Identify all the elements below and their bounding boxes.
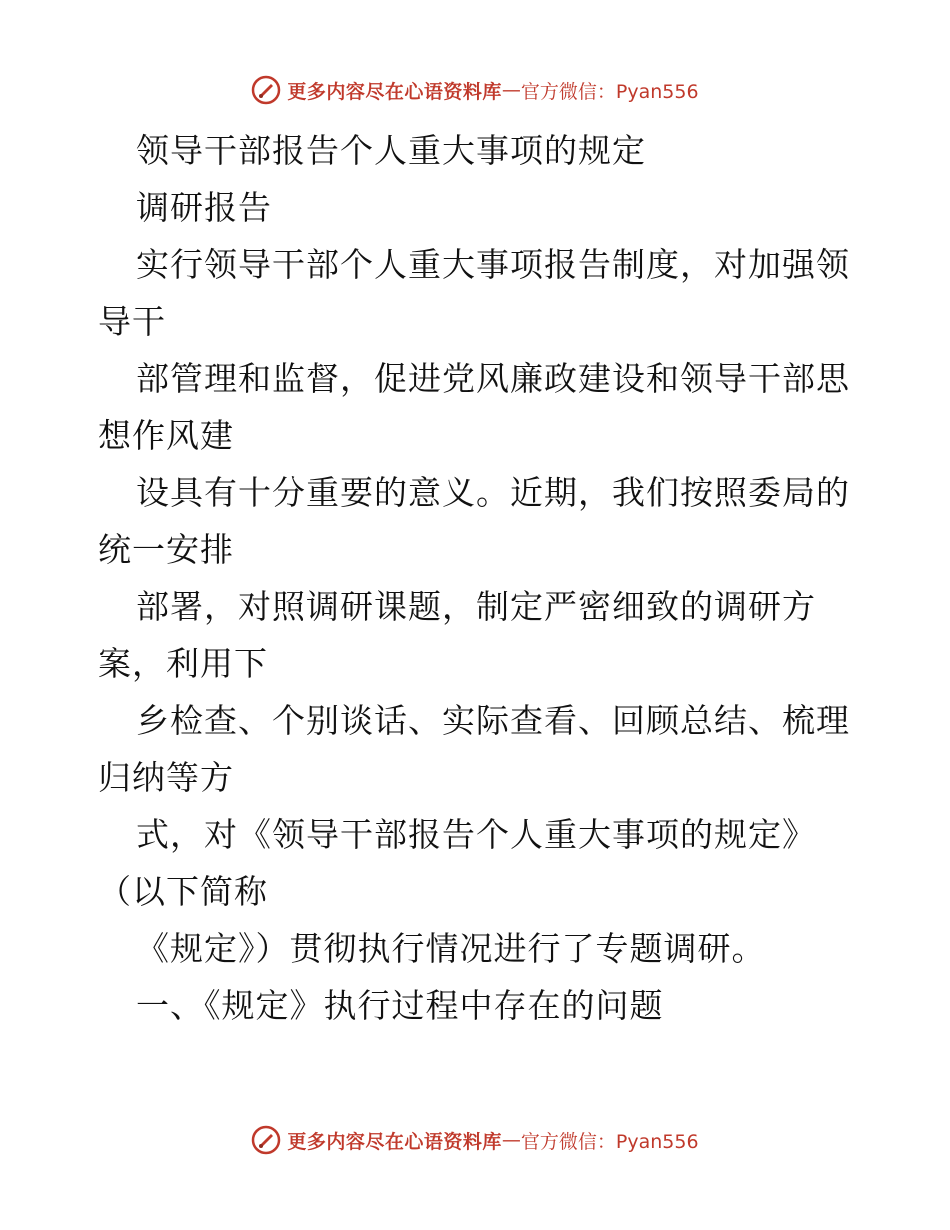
pen-seal-icon <box>251 75 281 105</box>
doc-line: 统一安排 <box>98 530 234 569</box>
watermark-wechat-text: 官方微信：Pyan556 <box>520 80 699 103</box>
watermark-wechat-text: 官方微信：Pyan556 <box>520 1130 699 1153</box>
header-watermark <box>0 70 950 110</box>
doc-line: 导干 <box>98 302 166 341</box>
pen-seal-icon <box>251 1125 281 1155</box>
doc-line: 案，利用下 <box>98 644 268 683</box>
doc-line: 乡检查、个别谈话、实际查看、回顾总结、梳理 <box>136 701 850 740</box>
doc-line: 调研报告 <box>136 188 272 227</box>
doc-line: 设具有十分重要的意义。近期，我们按照委局的 <box>136 473 850 512</box>
doc-line: 《规定》）贯彻执行情况进行了专题调研。 <box>136 929 766 968</box>
doc-line: 归纳等方 <box>98 758 234 797</box>
watermark-separator: — <box>501 79 521 101</box>
doc-line: 一、《规定》执行过程中存在的问题 <box>136 986 664 1025</box>
doc-line: 想作风建 <box>98 416 234 455</box>
watermark-site-text: 更多内容尽在心语资料库 <box>287 1130 502 1153</box>
footer-watermark <box>0 1120 950 1160</box>
watermark-site-text: 更多内容尽在心语资料库 <box>287 80 502 103</box>
doc-line: 部管理和监督，促进党风廉政建设和领导干部思 <box>136 359 850 398</box>
doc-line: 领导干部报告个人重大事项的规定 <box>136 131 646 170</box>
watermark-separator: — <box>501 1129 521 1151</box>
doc-line: （以下简称 <box>98 872 268 911</box>
doc-line: 式，对《领导干部报告个人重大事项的规定》 <box>136 815 816 854</box>
doc-line: 实行领导干部个人重大事项报告制度，对加强领 <box>136 245 850 284</box>
doc-line: 部署，对照调研课题，制定严密细致的调研方 <box>136 587 816 626</box>
document-body <box>98 122 858 1034</box>
